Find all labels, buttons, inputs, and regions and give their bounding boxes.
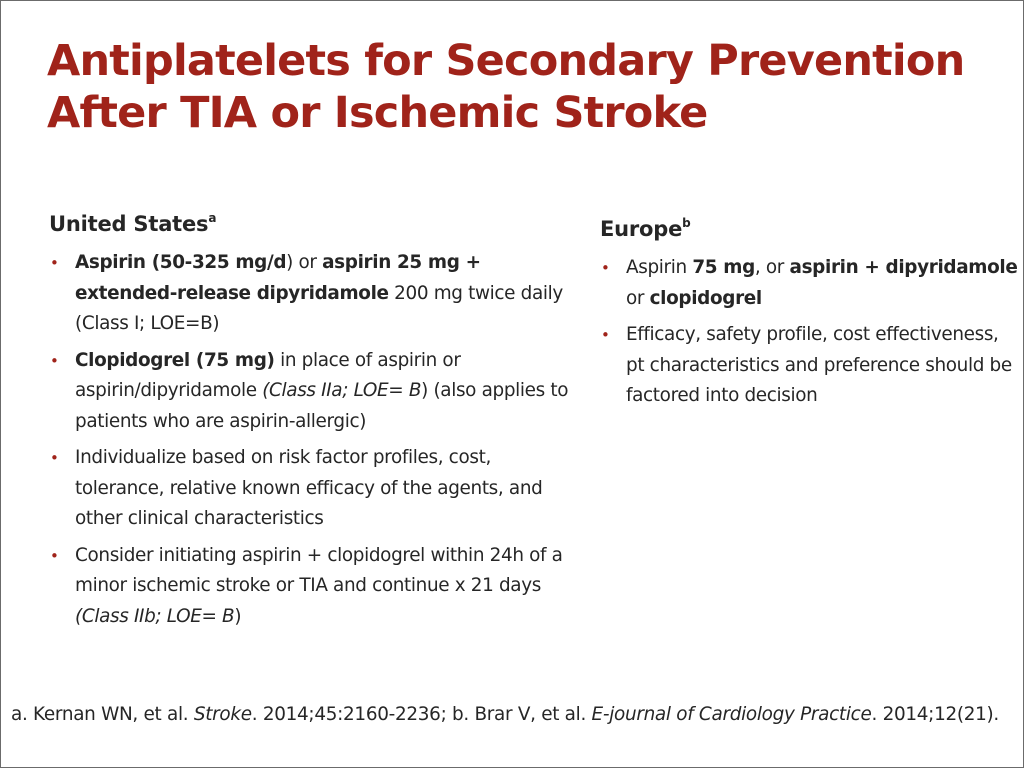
europe-heading bbox=[600, 208, 1020, 244]
us-bullet-dual-therapy-class: (Class IIb; LOE= B bbox=[75, 605, 235, 627]
europe-bullet-list bbox=[600, 253, 1020, 412]
bullet-icon: • bbox=[50, 351, 59, 370]
us-bullet-clopidogrel bbox=[49, 346, 569, 438]
reference-text-2: . 2014;45:2160-2236; b. Brar V, et al. bbox=[251, 704, 592, 725]
us-bullet-aspirin bbox=[49, 248, 569, 340]
bullet-icon: • bbox=[50, 546, 59, 565]
us-bullet-aspirin-bold-1: Aspirin (50-325 mg/d bbox=[75, 252, 287, 273]
us-bullet-list bbox=[49, 248, 569, 632]
us-bullet-clopidogrel-class: (Class IIa; LOE= B bbox=[262, 380, 422, 401]
europe-heading-text: Europe bbox=[600, 217, 683, 241]
references bbox=[11, 699, 1011, 730]
reference-journal-1: Stroke bbox=[193, 704, 252, 725]
europe-bullet-aspirin-text-1: Aspirin bbox=[626, 257, 693, 278]
europe-bullet-aspirin-bold-2: aspirin + dipyridamole bbox=[789, 257, 1018, 278]
us-bullet-clopidogrel-bold: Clopidogrel (75 mg) bbox=[75, 349, 275, 371]
bullet-icon: • bbox=[50, 449, 59, 467]
us-column bbox=[49, 203, 569, 638]
us-bullet-dual-therapy-text-2: ) bbox=[234, 605, 242, 627]
slide-title-line-1: Antiplatelets for Secondary Prevention bbox=[47, 36, 965, 86]
us-heading bbox=[49, 203, 569, 239]
us-bullet-aspirin-bold-2: aspirin 25 mg + extended-release dipyridamole bbox=[75, 252, 481, 304]
europe-bullet-aspirin-text-2: , or bbox=[754, 257, 790, 278]
us-bullet-aspirin-text-2: 200 mg twice daily (Class I; LOE=B) bbox=[75, 282, 563, 334]
europe-bullet-efficacy bbox=[600, 320, 1020, 412]
europe-column bbox=[600, 208, 1020, 418]
us-bullet-clopidogrel-text-2: ) (also applies to patients who are aspirin-allergic) bbox=[75, 380, 569, 432]
us-bullet-individualize bbox=[49, 443, 569, 535]
us-heading-footnote-marker: a bbox=[208, 211, 217, 225]
slide-title-line-2: After TIA or Ischemic Stroke bbox=[47, 88, 708, 138]
europe-bullet-aspirin bbox=[600, 253, 1020, 314]
reference-text-1: a. Kernan WN, et al. bbox=[11, 704, 194, 725]
europe-bullet-efficacy-text: Efficacy, safety profile, cost effectiveness, pt characteristics and preference should be factored into decision bbox=[626, 324, 1012, 406]
europe-bullet-aspirin-bold-3: clopidogrel bbox=[649, 287, 762, 309]
bullet-icon: • bbox=[50, 254, 59, 272]
us-heading-text: United States bbox=[49, 212, 209, 236]
us-bullet-dual-therapy-text-1: Consider initiating aspirin + clopidogrel within 24h of a minor ischemic stroke or TIA and continue x 21 days bbox=[75, 544, 563, 596]
us-bullet-aspirin-text-1: ) or bbox=[286, 252, 323, 273]
us-bullet-clopidogrel-text-1: in place of aspirin or aspirin/dipyridamole bbox=[75, 349, 461, 401]
slide-title bbox=[47, 35, 1007, 139]
us-bullet-dual-therapy bbox=[49, 541, 569, 633]
reference-journal-2: E-journal of Cardiology Practice bbox=[591, 704, 872, 725]
europe-bullet-aspirin-bold-1: 75 mg bbox=[692, 257, 755, 278]
bullet-icon: • bbox=[601, 259, 610, 277]
europe-heading-footnote-marker: b bbox=[682, 216, 691, 230]
europe-bullet-aspirin-text-3: or bbox=[626, 287, 650, 309]
us-bullet-individualize-text: Individualize based on risk factor profiles, cost, tolerance, relative known efficacy of the agents, and other clinical characteristics bbox=[75, 447, 543, 529]
reference-text-3: . 2014;12(21). bbox=[871, 704, 999, 725]
bullet-icon: • bbox=[601, 326, 610, 344]
